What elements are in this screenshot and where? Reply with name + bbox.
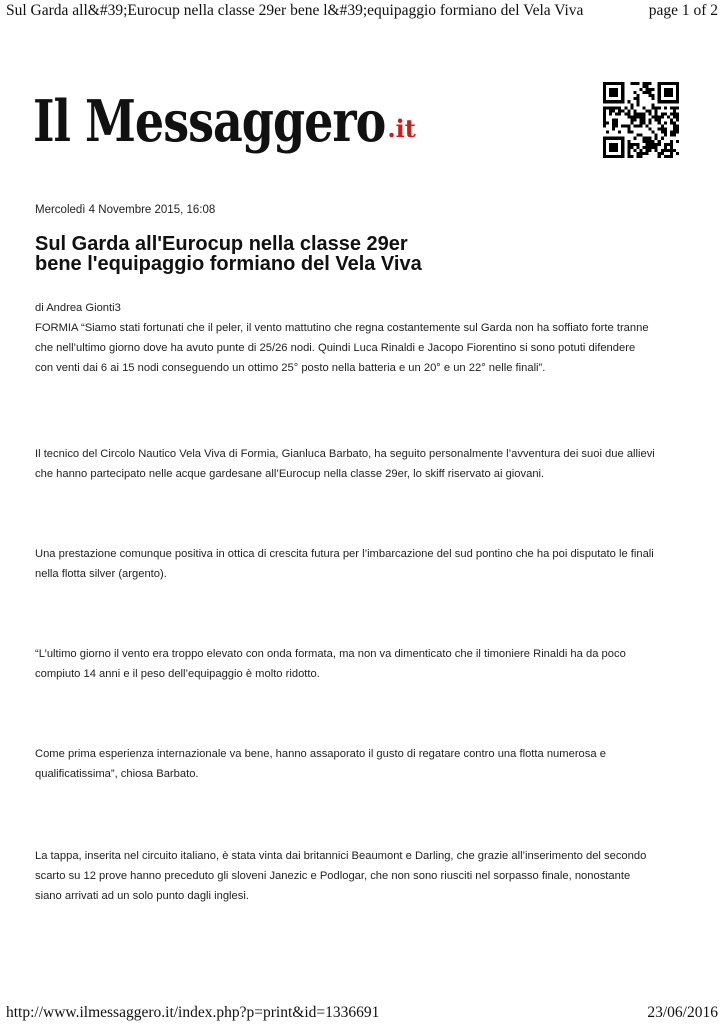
paragraph-line: FORMIA “Siamo stati fortunati che il peler, il vento mattutino che regna costantemente sul Garda non ha soffiato forte tranne [35, 322, 649, 334]
qr-code-icon [603, 82, 679, 158]
paragraph-line: siano arrivati ad un solo punto dagli inglesi. [35, 890, 249, 902]
print-footer-url: http://www.ilmessaggero.it/index.php?p=print&id=1336691 [6, 1004, 380, 1021]
headline-line: bene l'equipaggio formiano del Vela Viva [35, 253, 422, 275]
headline-line: Sul Garda all'Eurocup nella classe 29er [35, 233, 408, 255]
article-paragraph [35, 318, 683, 378]
article-paragraph [35, 544, 683, 584]
article-paragraph [35, 846, 683, 906]
article-byline: di Andrea Gionti3 [35, 302, 121, 314]
paragraph-line: nella flotta silver (argento). [35, 568, 167, 580]
paragraph-line: Il tecnico del Circolo Nautico Vela Viva di Formia, Gianluca Barbato, ha seguito personalmente l’avventura dei suoi due allievi [35, 448, 655, 460]
logo-text: Il Messaggero [33, 87, 386, 155]
paragraph-line: con venti dai 6 ai 15 nodi conseguendo un ottimo 25° posto nella batteria e un 20° e un 22° nelle finali”. [35, 362, 546, 374]
paragraph-line: Come prima esperienza internazionale va bene, hanno assaporato il gusto di regatare contro una flotta numerosa e [35, 748, 606, 760]
print-header-title: Sul Garda all&#39;Eurocup nella classe 29er bene l&#39;equipaggio formiano del Vela Viva [6, 2, 584, 19]
paragraph-line: compiuto 14 anni e il peso dell’equipaggio è molto ridotto. [35, 668, 320, 680]
paragraph-line: che nell’ultimo giorno dove ha avuto punte di 25/26 nodi. Quindi Luca Rinaldi e Jacopo Fiorentino si sono potuti difendere [35, 342, 636, 354]
article-paragraph [35, 444, 683, 484]
logo-suffix: .it [387, 114, 416, 143]
paragraph-line: Una prestazione comunque positiva in ottica di crescita futura per l’imbarcazione del sud pontino che ha poi disputato le finali [35, 548, 654, 560]
article-paragraph [35, 644, 683, 684]
print-footer-date: 23/06/2016 [647, 1004, 718, 1021]
paragraph-line: qualificatissima”, chiosa Barbato. [35, 768, 199, 780]
article-paragraph [35, 744, 683, 784]
paragraph-line: “L’ultimo giorno il vento era troppo elevato con onda formata, ma non va dimenticato che il timoniere Rinaldi ha da poco [35, 648, 626, 660]
article-dateline: Mercoledì 4 Novembre 2015, 16:08 [35, 204, 216, 216]
print-header [6, 2, 718, 24]
il-messaggero-logo [33, 86, 416, 156]
paragraph-line: che hanno partecipato nelle acque gardesane all’Eurocup nella classe 29er, lo skiff riservato ai giovani. [35, 468, 545, 480]
paragraph-line: scarto su 12 prove hanno preceduto gli sloveni Janezic e Podlogar, che non sono riusciti nel sorpasso finale, nonostante [35, 870, 631, 882]
article-headline [35, 234, 675, 274]
page-number: page 1 of 2 [648, 2, 718, 19]
print-footer [6, 1002, 718, 1022]
paragraph-line: La tappa, inserita nel circuito italiano, è stata vinta dai britannici Beaumont e Darling, che grazie all’inserimento del secondo [35, 850, 647, 862]
